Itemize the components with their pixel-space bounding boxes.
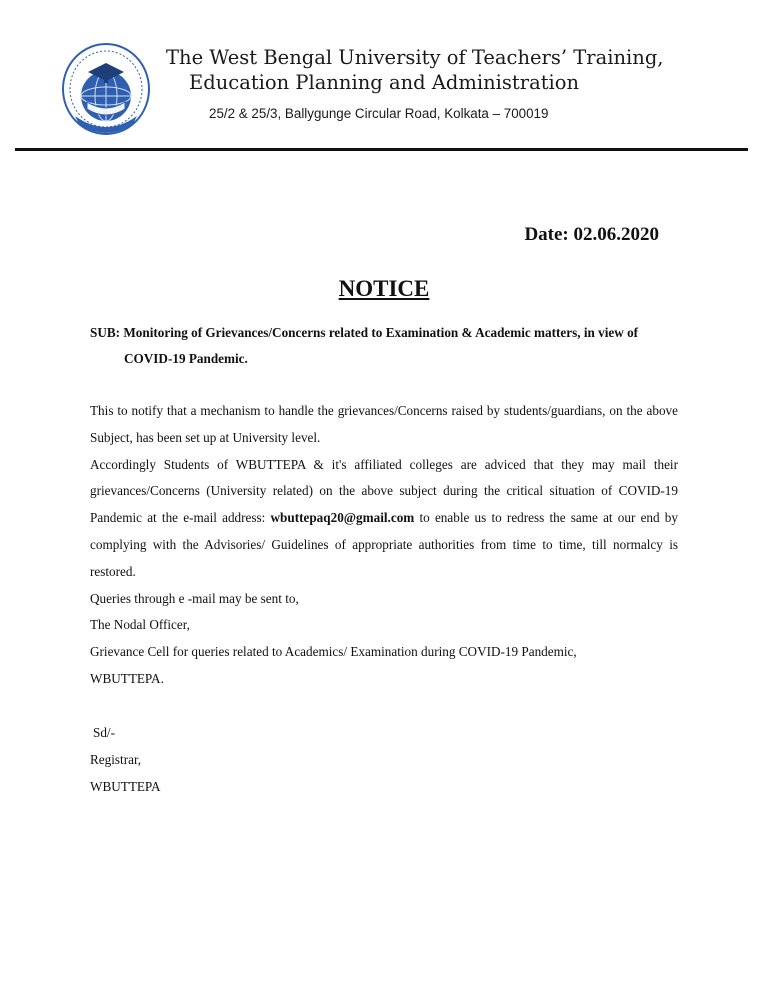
university-name-line2: Education Planning and Administration [189, 71, 580, 94]
signature-block [90, 720, 161, 800]
notice-subject [90, 320, 690, 372]
paragraph-2-text-before-email: Accordingly Students of WBUTTEPA & it's affiliated colleges are adviced that they may mail their grievances/Concerns (University related) on the above subject during the critical situation of COVID-19 Pandemic at the e-mail address: [90, 456, 678, 526]
queries-line: Queries through e -mail may be sent to, [90, 590, 299, 606]
notice-date: Date: 02.06.2020 [524, 224, 659, 245]
grievance-cell-line: Grievance Cell for queries related to Academics/ Examination during COVID-19 Pandemic, [90, 644, 577, 660]
university-address: 25/2 & 25/3, Ballygunge Circular Road, Kolkata – 700019 [209, 106, 549, 121]
notice-title: NOTICE [338, 276, 430, 301]
university-seal-icon [61, 42, 151, 140]
notice-body [90, 398, 678, 693]
paragraph-2-text-after-email: to enable us to redress the same at our end by complying with the Advisories/ Guidelines of appropriate authorities from time to time, till normalcy is restored. [90, 510, 678, 579]
nodal-officer-line: The Nodal Officer, [90, 617, 190, 633]
university-name-line1: The West Bengal University of Teachers’ Training, [166, 46, 664, 69]
body-paragraph-1: This to notify that a mechanism to handle the grievances/Concerns raised by students/guardians, on the above Subject, has been set up at University level. [90, 403, 678, 445]
email-address[interactable]: wbuttepaq20@gmail.com [270, 510, 415, 526]
organization-line: WBUTTEPA. [90, 670, 164, 686]
header-divider [15, 148, 748, 151]
signature-designation: Registrar, [90, 751, 142, 767]
university-name [166, 45, 664, 95]
body-paragraph-2 [90, 452, 678, 586]
subject-line1: SUB: Monitoring of Grievances/Concerns related to Examination & Academic matters, in view of [90, 325, 639, 340]
signature-sd: Sd/- [93, 725, 115, 740]
signature-organization: WBUTTEPA [90, 778, 161, 794]
subject-line2: COVID-19 Pandemic. [124, 351, 248, 366]
